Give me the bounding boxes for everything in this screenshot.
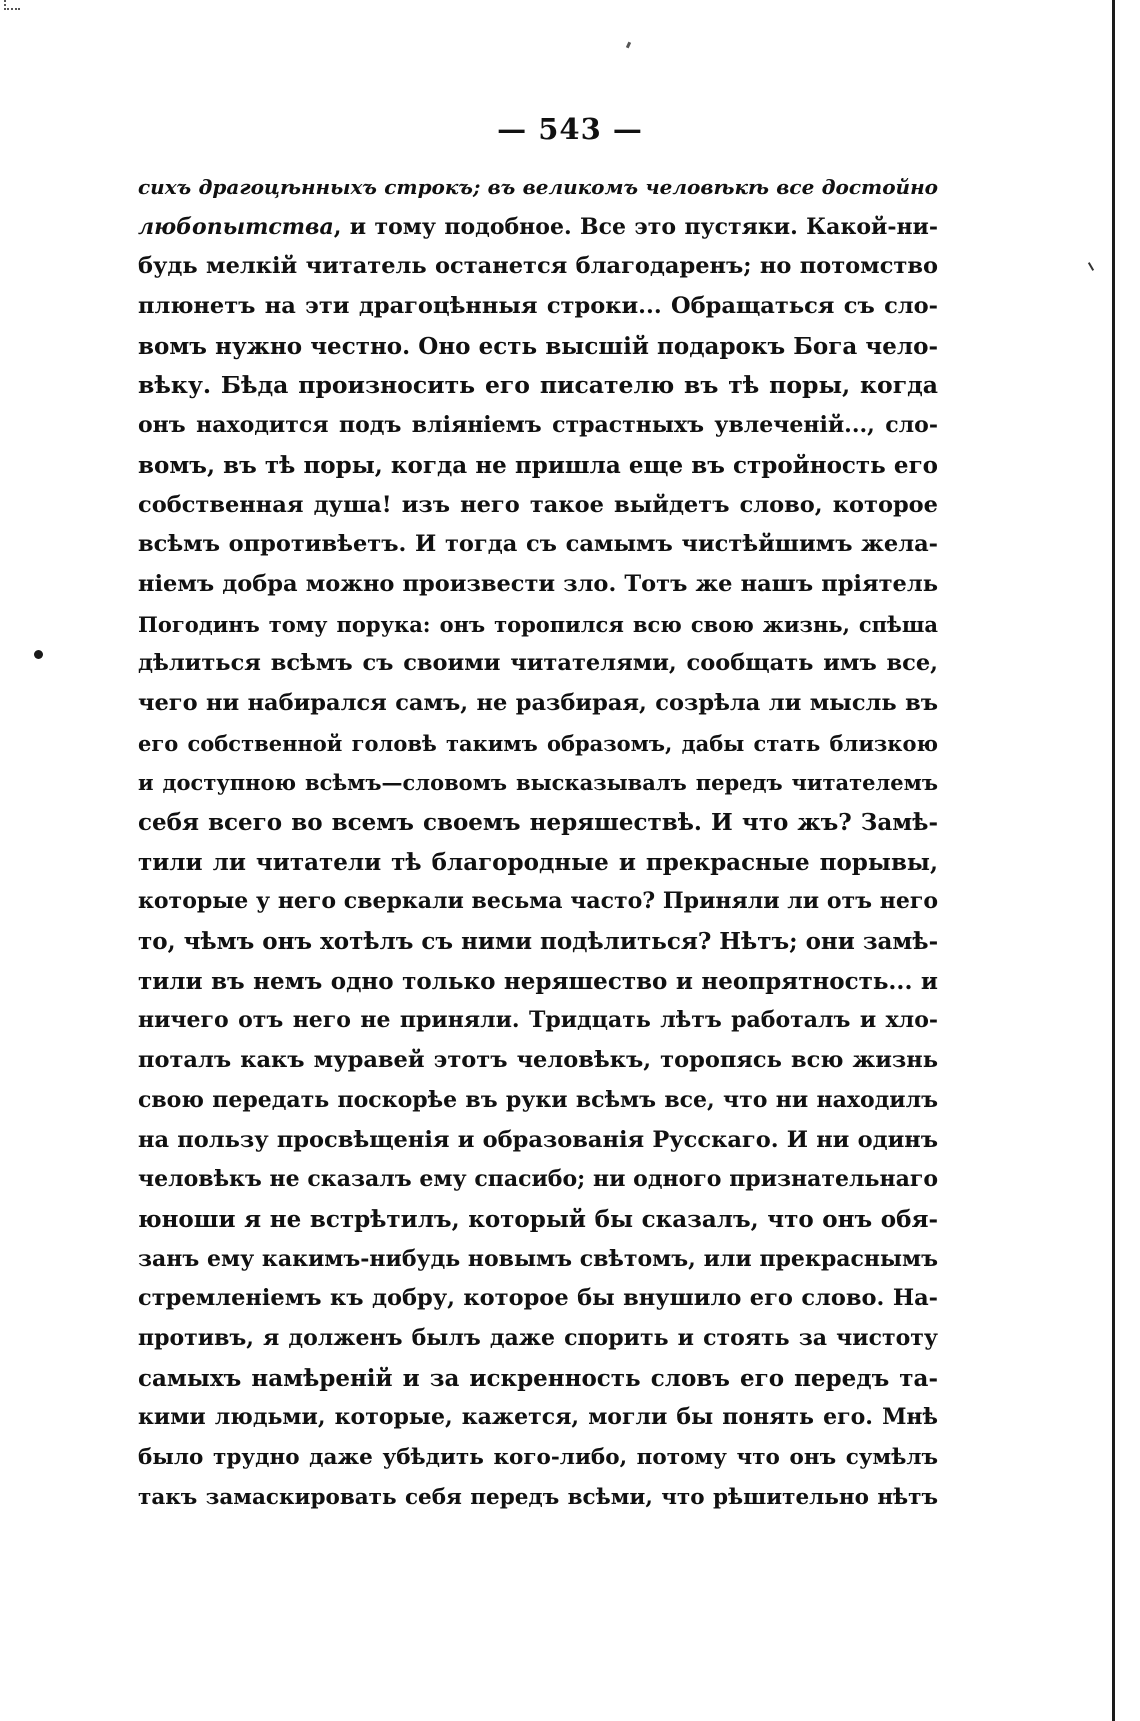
text-line: [138, 1121, 938, 1161]
line-text: кими людьми, которые, кажется, могли бы понять его. Мнѣ: [138, 1404, 938, 1431]
line-text: ничего отъ него не приняли. Тридцать лѣтъ работалъ и хло-: [138, 1007, 938, 1034]
text-line: [138, 724, 938, 764]
text-line: [138, 644, 938, 684]
text-line: [138, 1081, 938, 1121]
line-text: тили ли читатели тѣ благородные и прекрасные порывы,: [138, 848, 938, 876]
italic-text: любопытства: [138, 213, 334, 240]
line-text: самыхъ намѣреній и за искренность словъ его передъ та-: [138, 1364, 938, 1392]
text-line: [138, 1478, 938, 1518]
text-line: [138, 922, 938, 962]
text-line: [138, 406, 938, 446]
text-line: [138, 684, 938, 724]
text-line: [138, 1041, 938, 1081]
line-text: Погодинъ тому порука: онъ торопился всю свою жизнь, спѣша: [138, 611, 938, 637]
line-text: было трудно даже убѣдить кого-либо, потому что онъ сумѣлъ: [138, 1445, 938, 1470]
line-text: будь мелкій читатель останется благодаренъ; но потомство: [138, 253, 938, 280]
text-line: [138, 446, 938, 486]
scan-speck: [626, 42, 631, 49]
text-line: [138, 882, 938, 922]
body-text: [138, 168, 938, 1517]
scan-corner-mark: [4, 0, 20, 10]
line-text: противъ, я долженъ былъ даже спорить и стоять за чистоту: [138, 1324, 938, 1351]
line-text: себя всего во всемъ своемъ неряшествѣ. И что жъ? Замѣ-: [138, 809, 938, 836]
line-text: вомъ, въ тѣ поры, когда не пришла еще въ стройность его: [138, 451, 938, 479]
margin-tick-mark: [1088, 262, 1094, 271]
text-line: [138, 1359, 938, 1399]
text-line: [138, 208, 938, 248]
text-line: [138, 565, 938, 605]
text-line: [138, 803, 938, 843]
text-line: [138, 168, 938, 208]
line-text: тили въ немъ одно только неряшество и неопрятность... и: [138, 967, 938, 995]
line-text: которые у него сверкали весьма часто? Приняли ли отъ него: [138, 888, 938, 915]
text-line: [138, 1319, 938, 1359]
line-text: свою передать поскорѣе въ руки всѣмъ все, что ни находилъ: [138, 1086, 938, 1113]
text-line: [138, 605, 938, 645]
line-text: на пользу просвѣщенія и образованія Русскаго. И ни одинъ: [138, 1126, 938, 1153]
line-text: чего ни набирался самъ, не разбирая, созрѣла ли мысль въ: [138, 689, 938, 716]
page-number: — 543 —: [497, 112, 643, 146]
text-line: [138, 486, 938, 526]
line-text: онъ находится подъ вліяніемъ страстныхъ увлеченій..., сло-: [138, 412, 938, 439]
text-line: [138, 1398, 938, 1438]
text-line: [138, 1240, 938, 1280]
text-line: [138, 525, 938, 565]
line-text: ніемъ добра можно произвести зло. Тотъ же нашъ пріятель: [138, 570, 938, 597]
line-text: плюнетъ на эти драгоцѣнныя строки... Обращаться съ сло-: [138, 293, 938, 320]
line-text: то, чѣмъ онъ хотѣлъ съ ними подѣлиться? Нѣтъ; они замѣ-: [138, 928, 939, 956]
line-text: юноши я не встрѣтилъ, который бы сказалъ, что онъ обя-: [138, 1205, 938, 1233]
line-text: поталъ какъ муравей этотъ человѣкъ, торопясь всю жизнь: [138, 1047, 938, 1074]
line-text: занъ ему какимъ-нибудь новымъ свѣтомъ, или прекраснымъ: [138, 1245, 938, 1272]
line-text: и доступною всѣмъ—словомъ высказывалъ передъ читателемъ: [138, 770, 938, 796]
text-line: [138, 843, 938, 883]
line-text: стремленіемъ къ добру, которое бы внушило его слово. На-: [138, 1285, 938, 1312]
italic-text: сихъ драгоцѣнныхъ строкъ; въ великомъ человѣкѣ все достойно: [138, 175, 938, 199]
text-line: [138, 962, 938, 1002]
line-text: собственная душа! изъ него такое выйдетъ слово, которое: [138, 491, 938, 518]
text-line: [138, 287, 938, 327]
text-line: [138, 1279, 938, 1319]
line-text: его собственной головѣ такимъ образомъ, дабы стать близкою: [138, 730, 938, 756]
line-text: дѣлиться всѣмъ съ своими читателями, сообщать имъ все,: [138, 650, 938, 677]
text-line: [138, 327, 938, 367]
line-text: вомъ нужно честно. Оно есть высшій подарокъ Бога чело-: [138, 332, 938, 360]
text-line: [138, 366, 938, 406]
line-text: такъ замаскировать себя передъ всѣми, что рѣшительно нѣтъ: [138, 1484, 938, 1510]
margin-dot-mark: [34, 650, 43, 659]
text-line: [138, 247, 938, 287]
text-line: [138, 1200, 938, 1240]
line-text: человѣкъ не сказалъ ему спасибо; ни одного признательнаго: [138, 1166, 938, 1193]
line-text: вѣку. Бѣда произносить его писателю въ тѣ поры, когда: [138, 371, 938, 400]
text-line: [138, 1160, 938, 1200]
line-text: , и тому подобное. Все это пустяки. Какой-ни-: [333, 213, 938, 240]
text-line: [138, 1001, 938, 1041]
line-text: всѣмъ опротивѣетъ. И тогда съ самымъ чистѣйшимъ жела-: [138, 531, 938, 558]
text-line: [138, 763, 938, 803]
page-edge-rule: [1112, 0, 1115, 1721]
text-line: [138, 1438, 938, 1478]
